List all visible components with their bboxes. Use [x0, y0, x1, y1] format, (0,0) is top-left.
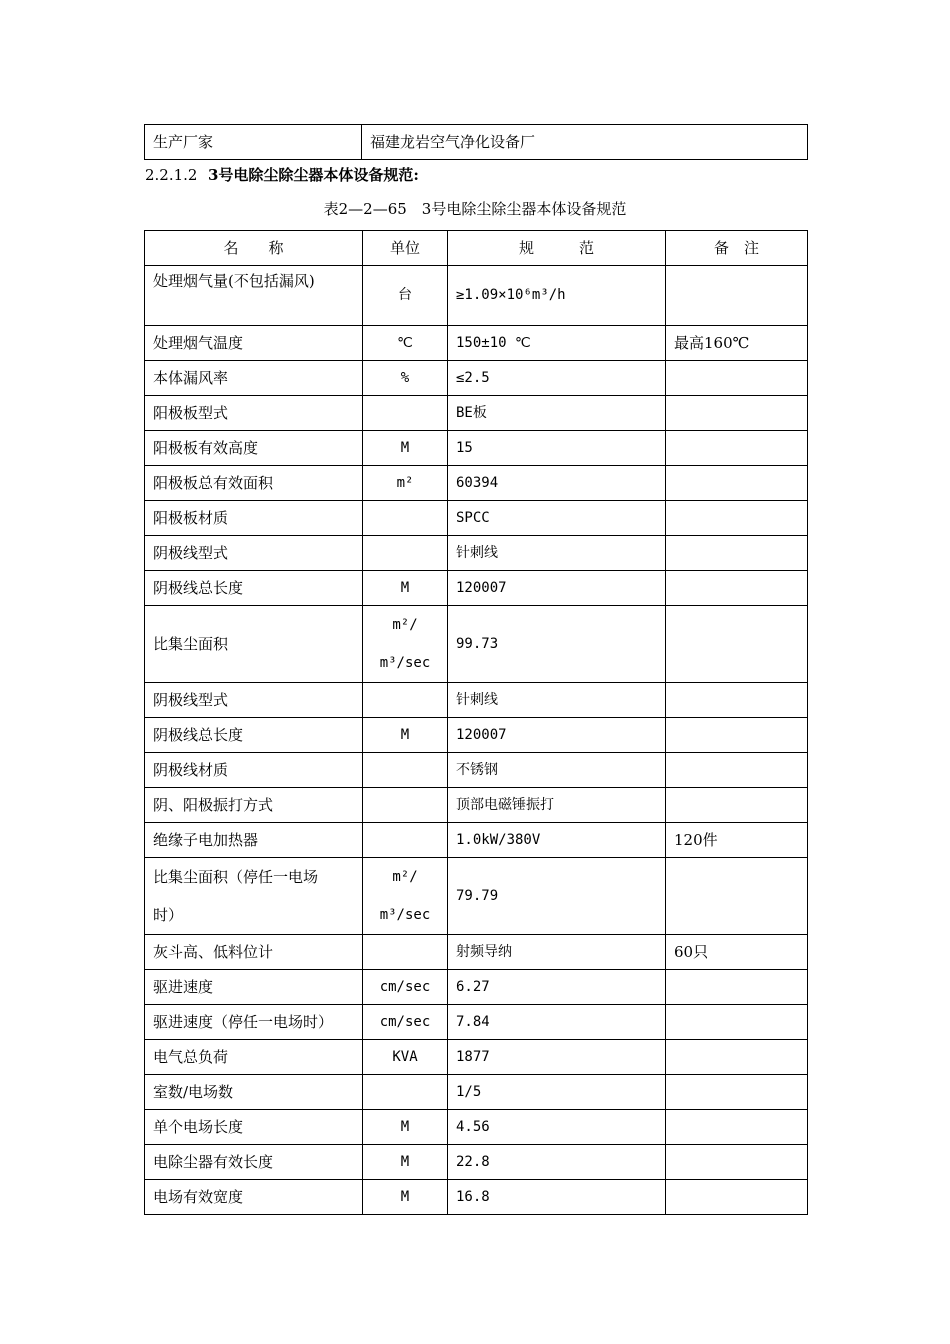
cell-spec: 针刺线: [448, 683, 666, 718]
cell-name: 单个电场长度: [145, 1110, 363, 1145]
cell-spec: 60394: [448, 466, 666, 501]
cell-note: [666, 266, 808, 326]
cell-unit: [363, 536, 448, 571]
cell-unit: M: [363, 718, 448, 753]
cell-note: [666, 1075, 808, 1110]
cell-spec: 1.0kW/380V: [448, 823, 666, 858]
cell-spec: 15: [448, 431, 666, 466]
table-row: [145, 788, 808, 823]
cell-name: 阴极线总长度: [145, 571, 363, 606]
cell-spec: 4.56: [448, 1110, 666, 1145]
cell-unit: [363, 1075, 448, 1110]
cell-name-line: 比集尘面积（停任一电场: [153, 868, 319, 886]
table-row: [145, 326, 808, 361]
cell-note: [666, 753, 808, 788]
cell-name: 处理烟气量(不包括漏风): [145, 266, 363, 326]
cell-spec: 150±10 ℃: [448, 326, 666, 361]
cell-note: [666, 396, 808, 431]
cell-spec: 针刺线: [448, 536, 666, 571]
cell-name: 驱进速度: [145, 970, 363, 1005]
table-row: [145, 970, 808, 1005]
table-row: [145, 266, 808, 326]
cell-name: 处理烟气温度: [145, 326, 363, 361]
table-row: [145, 431, 808, 466]
cell-note: 最高160℃: [666, 326, 808, 361]
cell-name-line: 时）: [153, 906, 184, 924]
cell-spec: 顶部电磁锤振打: [448, 788, 666, 823]
header-note: 备 注: [666, 231, 808, 266]
cell-name: 阴极线型式: [145, 536, 363, 571]
cell-unit: m²: [363, 466, 448, 501]
cell-unit: M: [363, 1180, 448, 1215]
cell-unit: [363, 606, 448, 683]
cell-name: 阳极板总有效面积: [145, 466, 363, 501]
cell-name: 阳极板材质: [145, 501, 363, 536]
cell-note: 120件: [666, 823, 808, 858]
cell-name: 绝缘子电加热器: [145, 823, 363, 858]
cell-name: 室数/电场数: [145, 1075, 363, 1110]
cell-unit: [363, 858, 448, 935]
cell-unit: [363, 753, 448, 788]
table-row: [145, 501, 808, 536]
table-row: [145, 683, 808, 718]
cell-spec: 16.8: [448, 1180, 666, 1215]
table-row: [145, 1040, 808, 1075]
cell-spec: 22.8: [448, 1145, 666, 1180]
cell-note: 60只: [666, 935, 808, 970]
cell-name: 阳极板有效高度: [145, 431, 363, 466]
cell-note: [666, 536, 808, 571]
cell-note: [666, 571, 808, 606]
cell-spec: 不锈钢: [448, 753, 666, 788]
table-row: [145, 1145, 808, 1180]
cell-spec: 1877: [448, 1040, 666, 1075]
cell-unit: M: [363, 1145, 448, 1180]
cell-unit-line: m²/: [392, 869, 418, 885]
table-row: [145, 571, 808, 606]
cell-unit-line: m²/: [392, 617, 418, 633]
table-row: [145, 466, 808, 501]
cell-unit: %: [363, 361, 448, 396]
cell-spec: 120007: [448, 718, 666, 753]
cell-name: 电场有效宽度: [145, 1180, 363, 1215]
manufacturer-table: [144, 124, 808, 160]
manufacturer-label: 生产厂家: [145, 125, 362, 160]
table-row: [145, 1180, 808, 1215]
cell-unit: M: [363, 1110, 448, 1145]
cell-spec: 99.73: [448, 606, 666, 683]
cell-note: [666, 718, 808, 753]
cell-unit: [363, 823, 448, 858]
cell-spec: ≥1.09×10⁶m³/h: [448, 266, 666, 326]
cell-note: [666, 1145, 808, 1180]
cell-unit: [363, 683, 448, 718]
cell-spec: 6.27: [448, 970, 666, 1005]
cell-name: 本体漏风率: [145, 361, 363, 396]
table-row: [145, 718, 808, 753]
cell-name: 阴极线型式: [145, 683, 363, 718]
cell-spec: SPCC: [448, 501, 666, 536]
table-row: [145, 1110, 808, 1145]
cell-unit: cm/sec: [363, 970, 448, 1005]
cell-spec: ≤2.5: [448, 361, 666, 396]
table-caption: 表2—2—65 3号电除尘除尘器本体设备规范: [323, 200, 627, 218]
cell-name: 阴极线材质: [145, 753, 363, 788]
cell-note: [666, 1005, 808, 1040]
spec-table-body: [145, 266, 808, 1215]
header-name: 名 称: [145, 231, 363, 266]
table-header-row: [145, 231, 808, 266]
cell-unit-line: m³/sec: [379, 655, 431, 671]
cell-unit: ℃: [363, 326, 448, 361]
cell-unit: [363, 396, 448, 431]
cell-name: [145, 858, 363, 935]
table-row: [145, 536, 808, 571]
table-row: [145, 935, 808, 970]
spec-table: [144, 230, 808, 1215]
cell-unit: KVA: [363, 1040, 448, 1075]
cell-note: [666, 466, 808, 501]
section-number: 2.2.1.2: [145, 166, 198, 184]
table-row: [145, 361, 808, 396]
table-row: [145, 753, 808, 788]
cell-note: [666, 361, 808, 396]
cell-note: [666, 1180, 808, 1215]
table-row: [145, 823, 808, 858]
cell-unit: [363, 935, 448, 970]
cell-unit: M: [363, 571, 448, 606]
cell-unit-line: m³/sec: [379, 907, 431, 923]
cell-note: [666, 858, 808, 935]
table-row: [145, 858, 808, 935]
manufacturer-value: 福建龙岩空气净化设备厂: [362, 125, 808, 160]
cell-name: 阳极板型式: [145, 396, 363, 431]
table-row: [145, 606, 808, 683]
cell-name: 电除尘器有效长度: [145, 1145, 363, 1180]
cell-name: 阴、阳极振打方式: [145, 788, 363, 823]
cell-name: 电气总负荷: [145, 1040, 363, 1075]
cell-note: [666, 970, 808, 1005]
cell-spec: BE板: [448, 396, 666, 431]
table-row: [145, 1075, 808, 1110]
cell-unit: cm/sec: [363, 1005, 448, 1040]
cell-note: [666, 501, 808, 536]
cell-spec: 120007: [448, 571, 666, 606]
cell-note: [666, 431, 808, 466]
cell-note: [666, 1110, 808, 1145]
cell-spec: 79.79: [448, 858, 666, 935]
cell-note: [666, 606, 808, 683]
cell-unit: M: [363, 431, 448, 466]
cell-spec: 射频导纳: [448, 935, 666, 970]
header-unit: 单位: [363, 231, 448, 266]
header-spec: 规 范: [448, 231, 666, 266]
cell-name: 比集尘面积: [145, 606, 363, 683]
cell-unit: [363, 788, 448, 823]
cell-spec: 1/5: [448, 1075, 666, 1110]
cell-name: 阴极线总长度: [145, 718, 363, 753]
table-row: [145, 396, 808, 431]
cell-spec: 7.84: [448, 1005, 666, 1040]
section-heading: [145, 166, 419, 184]
table-row: [145, 1005, 808, 1040]
section-title: 3号电除尘除尘器本体设备规范:: [207, 166, 419, 184]
cell-name: 驱进速度（停任一电场时）: [145, 1005, 363, 1040]
cell-note: [666, 788, 808, 823]
cell-note: [666, 683, 808, 718]
cell-unit: [363, 501, 448, 536]
table-row: [145, 125, 808, 160]
cell-note: [666, 1040, 808, 1075]
cell-name: 灰斗高、低料位计: [145, 935, 363, 970]
cell-unit: 台: [363, 266, 448, 326]
